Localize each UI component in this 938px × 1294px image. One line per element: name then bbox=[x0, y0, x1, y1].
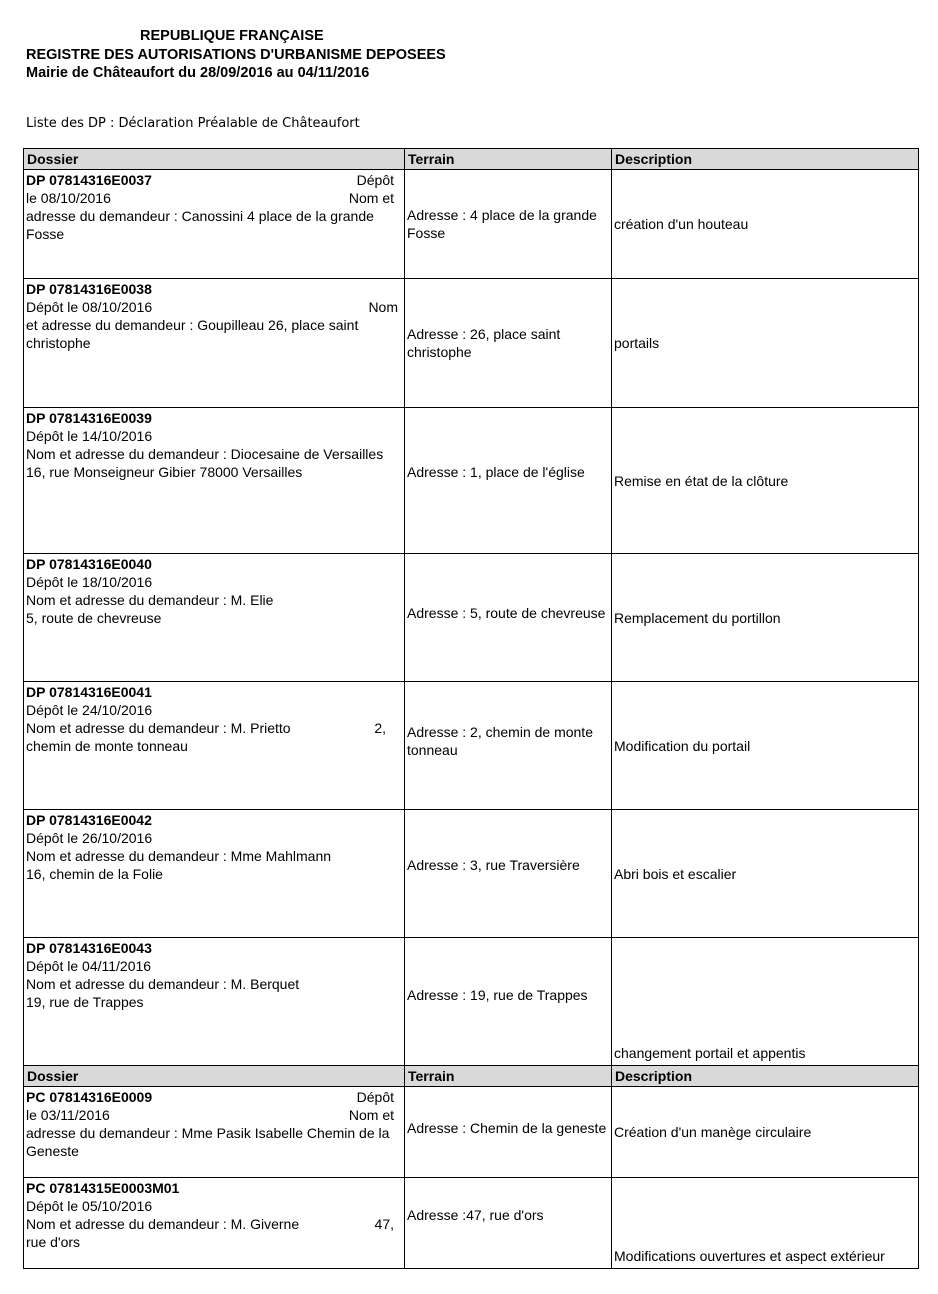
terrain-cell: Adresse : Chemin de la geneste bbox=[405, 1087, 612, 1178]
header-line-3: Mairie de Châteaufort du 28/09/2016 au 04/11/2016 bbox=[26, 65, 370, 81]
description-cell: Remplacement du portillon bbox=[612, 554, 919, 682]
dossier-text: adresse du demandeur : Canossini 4 place de la grande bbox=[26, 208, 374, 224]
col-header-dossier: Dossier bbox=[24, 1066, 405, 1087]
dossier-text: le 08/10/2016 bbox=[26, 190, 111, 206]
dossier-text: chemin de monte tonneau bbox=[26, 738, 188, 754]
dossier-text: Dépôt le 18/10/2016 bbox=[26, 574, 153, 590]
dossier-text: Dépôt le 08/10/2016 bbox=[26, 299, 153, 315]
list-subtitle: Liste des DP : Déclaration Préalable de Châteaufort bbox=[26, 116, 360, 131]
table-row bbox=[24, 554, 919, 682]
dossier-number: DP 07814316E0042 bbox=[26, 812, 152, 828]
col-header-dossier: Dossier bbox=[24, 149, 405, 170]
dossier-number: DP 07814316E0043 bbox=[26, 940, 152, 956]
dossier-text: Dépôt le 24/10/2016 bbox=[26, 702, 153, 718]
dossier-text: et adresse du demandeur : Goupilleau 26, place saint bbox=[26, 317, 359, 333]
dossier-cell bbox=[24, 810, 405, 938]
header-line-1: REPUBLIQUE FRANÇAISE bbox=[140, 28, 324, 44]
dossier-number: DP 07814316E0039 bbox=[26, 410, 152, 426]
description-cell: Modifications ouvertures et aspect extérieur bbox=[612, 1178, 919, 1269]
dossier-text: Fosse bbox=[26, 226, 65, 242]
dossier-number: PC 07814315E0003M01 bbox=[26, 1180, 180, 1196]
table-row bbox=[24, 938, 919, 1066]
table-row bbox=[24, 170, 919, 279]
col-header-terrain: Terrain bbox=[405, 149, 612, 170]
dossier-text: christophe bbox=[26, 335, 91, 351]
description-cell: portails bbox=[612, 279, 919, 408]
dossier-text: Dépôt le 14/10/2016 bbox=[26, 428, 153, 444]
dossier-text: 5, route de chevreuse bbox=[26, 610, 162, 626]
table-row bbox=[24, 682, 919, 810]
description-cell: Modification du portail bbox=[612, 682, 919, 810]
terrain-cell: Adresse : 3, rue Traversière bbox=[405, 810, 612, 938]
dossier-text: Nom et adresse du demandeur : M. Elie bbox=[26, 592, 274, 608]
dossier-text: 2, bbox=[374, 720, 386, 736]
dossier-text: Nom bbox=[368, 299, 398, 315]
col-header-description: Description bbox=[612, 1066, 919, 1087]
dossier-text: Dépôt bbox=[356, 172, 394, 188]
dossier-text: Dépôt bbox=[356, 1089, 394, 1105]
dossier-number: DP 07814316E0040 bbox=[26, 556, 152, 572]
registry-table bbox=[23, 148, 919, 1269]
table-header-row bbox=[24, 149, 919, 170]
dossier-text: le 03/11/2016 bbox=[26, 1107, 110, 1123]
table-row bbox=[24, 279, 919, 408]
dossier-text: Nom et adresse du demandeur : M. Giverne bbox=[26, 1216, 300, 1232]
dossier-cell bbox=[24, 1087, 405, 1178]
terrain-cell: Adresse : 26, place saint christophe bbox=[405, 279, 612, 408]
description-cell: changement portail et appentis bbox=[612, 938, 919, 1066]
description-cell: création d'un houteau bbox=[612, 170, 919, 279]
dossier-text: Nom et adresse du demandeur : Mme Mahlmann bbox=[26, 848, 332, 864]
dossier-number: DP 07814316E0037 bbox=[26, 172, 152, 188]
dossier-text: Dépôt le 26/10/2016 bbox=[26, 830, 153, 846]
dossier-text: 16, rue Monseigneur Gibier 78000 Versailles bbox=[26, 464, 303, 480]
table-row bbox=[24, 408, 919, 554]
table-row bbox=[24, 810, 919, 938]
dossier-cell bbox=[24, 554, 405, 682]
dossier-text: 47, bbox=[374, 1216, 394, 1232]
document-header bbox=[26, 27, 486, 83]
dossier-number: DP 07814316E0038 bbox=[26, 281, 152, 297]
terrain-cell: Adresse : 19, rue de Trappes bbox=[405, 938, 612, 1066]
terrain-cell: Adresse : 1, place de l'église bbox=[405, 408, 612, 554]
dossier-text: Nom et bbox=[348, 1107, 394, 1123]
dossier-cell bbox=[24, 279, 405, 408]
dossier-text: Nom et bbox=[348, 190, 394, 206]
description-cell: Abri bois et escalier bbox=[612, 810, 919, 938]
dossier-cell bbox=[24, 682, 405, 810]
terrain-cell: Adresse : 2, chemin de monte tonneau bbox=[405, 682, 612, 810]
terrain-cell: Adresse : 4 place de la grande Fosse bbox=[405, 170, 612, 279]
dossier-text: Nom et adresse du demandeur : Diocesaine de Versailles bbox=[26, 446, 384, 462]
dossier-text: Nom et adresse du demandeur : M. Prietto bbox=[26, 720, 291, 736]
dossier-cell bbox=[24, 1178, 405, 1269]
dossier-text: Dépôt le 04/11/2016 bbox=[26, 958, 152, 974]
col-header-terrain: Terrain bbox=[405, 1066, 612, 1087]
dossier-text: 19, rue de Trappes bbox=[26, 994, 144, 1010]
dossier-text: Nom et adresse du demandeur : M. Berquet bbox=[26, 976, 300, 992]
dossier-cell bbox=[24, 938, 405, 1066]
table-row bbox=[24, 1178, 919, 1269]
dossier-text: adresse du demandeur : Mme Pasik Isabelle Chemin de la bbox=[26, 1125, 390, 1141]
dossier-text: Geneste bbox=[26, 1143, 79, 1159]
terrain-cell: Adresse : 5, route de chevreuse bbox=[405, 554, 612, 682]
description-cell: Remise en état de la clôture bbox=[612, 408, 919, 554]
table-row bbox=[24, 1087, 919, 1178]
dossier-text: 16, chemin de la Folie bbox=[26, 866, 163, 882]
terrain-cell: Adresse :47, rue d'ors bbox=[405, 1178, 612, 1269]
header-line-2: REGISTRE DES AUTORISATIONS D'URBANISME DEPOSEES bbox=[26, 46, 446, 63]
dossier-cell bbox=[24, 408, 405, 554]
dossier-cell bbox=[24, 170, 405, 279]
dossier-number: PC 07814316E0009 bbox=[26, 1089, 153, 1105]
col-header-description: Description bbox=[612, 149, 919, 170]
description-cell: Création d'un manège circulaire bbox=[612, 1087, 919, 1178]
dossier-number: DP 07814316E0041 bbox=[26, 684, 152, 700]
dossier-text: rue d'ors bbox=[26, 1234, 81, 1250]
table-header-row bbox=[24, 1066, 919, 1087]
dossier-text: Dépôt le 05/10/2016 bbox=[26, 1198, 153, 1214]
